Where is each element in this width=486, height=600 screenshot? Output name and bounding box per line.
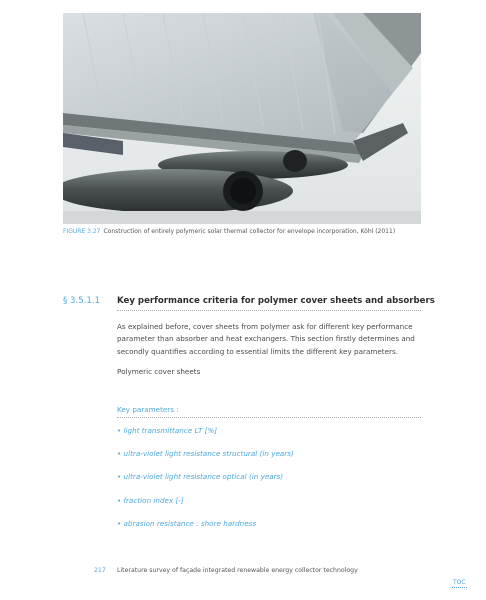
section-divider <box>117 310 421 311</box>
figure-image <box>63 13 421 224</box>
page-number: 217 <box>94 567 106 574</box>
param-item: • light transmittance LT [%] <box>117 426 218 435</box>
section-title: Key performance criteria for polymer cover sheets and absorbers <box>117 296 435 306</box>
figure-caption <box>63 228 443 236</box>
figure-label: FIGURE 3.27 <box>63 228 101 235</box>
param-item: • ultra-violet light resistance structural (in years) <box>117 449 294 458</box>
footer-title: Literature survey of façade integrated renewable energy collector technology <box>117 567 358 574</box>
param-item: • ultra-violet light resistance optical (in years) <box>117 472 284 481</box>
key-parameters-heading: Key parameters : <box>117 405 179 414</box>
param-item: • fraction index [-] <box>117 496 184 505</box>
polymer-collector-illustration <box>63 13 421 224</box>
body-paragraph: As explained before, cover sheets from polymer ask for different key performance parameter than absorber and heat exchangers. This section firstly determines and secondly quantifies according to essential limits the different key parameters. <box>117 322 415 356</box>
key-parameters-divider <box>117 417 421 418</box>
section-number: § 3.5.1.1 <box>63 296 101 306</box>
toc-link[interactable]: TOC <box>453 579 466 586</box>
param-item: • abrasion resistance : shore hardness <box>117 519 257 528</box>
subheading: Polymeric cover sheets <box>117 367 201 376</box>
figure-caption-text: Construction of entirely polymeric solar thermal collector for envelope incorporation, Köhl (2011) <box>103 228 396 235</box>
